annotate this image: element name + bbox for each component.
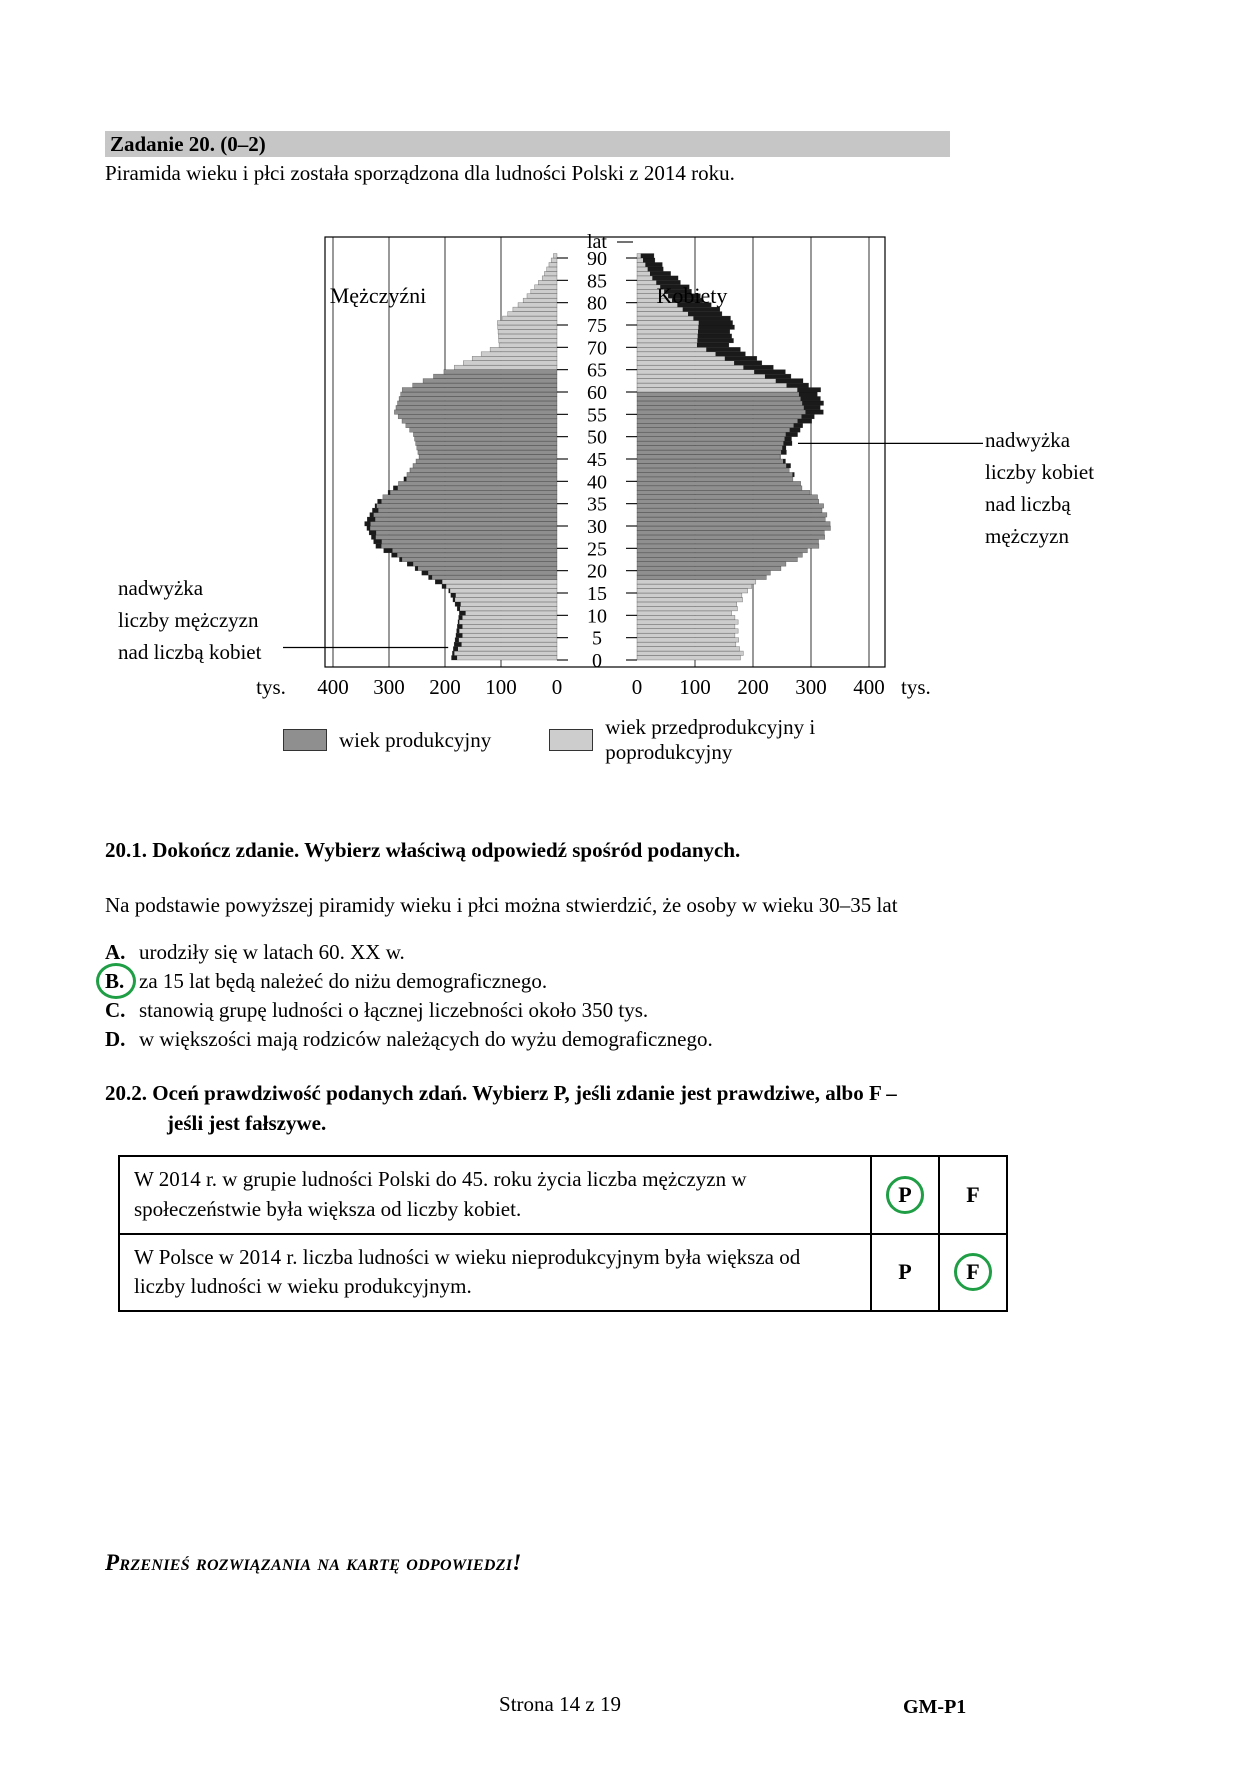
row2-p-cell[interactable] xyxy=(871,1234,939,1312)
true-false-table xyxy=(118,1155,1008,1312)
p-label: P xyxy=(898,1259,912,1285)
svg-text:30: 30 xyxy=(587,516,607,538)
option-b-letter: B. xyxy=(105,969,125,993)
legend-swatch-productive xyxy=(283,729,327,751)
value-axis-labels xyxy=(256,675,931,699)
legend-item-nonproductive xyxy=(549,715,840,765)
annotation-line: nad liczbą xyxy=(985,492,1071,516)
selected-answer-ring xyxy=(96,963,136,999)
svg-text:25: 25 xyxy=(587,538,607,561)
svg-text:50: 50 xyxy=(587,426,607,449)
q202-heading-line2: jeśli jest fałszywe. xyxy=(167,1111,327,1135)
q202-heading-line1: 20.2. Oceń prawdziwość podanych zdań. Wybierz P, jeśli zdanie jest prawdziwe, albo F – xyxy=(105,1081,897,1105)
task-title: Zadanie 20. (0–2) xyxy=(110,132,266,156)
svg-text:35: 35 xyxy=(587,493,607,516)
intro-text: Piramida wieku i płci została sporządzona dla ludności Polski z 2014 roku. xyxy=(105,161,735,185)
row2-f-cell[interactable] xyxy=(939,1234,1007,1312)
legend-label-productive: wiek produkcyjny xyxy=(339,727,492,752)
svg-text:90: 90 xyxy=(587,248,607,270)
annotation-line: nad liczbą kobiet xyxy=(118,640,262,664)
svg-text:15: 15 xyxy=(587,583,607,605)
svg-text:tys.: tys. xyxy=(901,675,931,699)
svg-text:0: 0 xyxy=(592,650,602,672)
option-b-text: za 15 lat będą należeć do niżu demograficznego. xyxy=(139,969,548,993)
annotation-line: nadwyżka xyxy=(118,576,204,600)
legend-swatch-nonproductive xyxy=(549,729,593,751)
svg-text:45: 45 xyxy=(587,449,607,471)
annotation-line: liczby kobiet xyxy=(985,460,1095,484)
svg-text:200: 200 xyxy=(429,675,461,699)
option-d-letter: D. xyxy=(105,1027,126,1051)
selected-p-ring xyxy=(886,1176,924,1214)
svg-text:100: 100 xyxy=(485,675,517,699)
p-label: P xyxy=(898,1181,912,1207)
chart-legend xyxy=(283,715,923,765)
population-pyramid xyxy=(95,228,1075,798)
q201-stem: Na podstawie powyższej piramidy wieku i płci można stwierdzić, że osoby w wieku 30–35 lat xyxy=(105,893,898,917)
svg-text:Kobiety: Kobiety xyxy=(656,283,728,308)
svg-text:400: 400 xyxy=(317,675,349,699)
option-a[interactable] xyxy=(105,938,1025,967)
q201-heading: 20.1. Dokończ zdanie. Wybierz właściwą odpowiedź spośród podanych. xyxy=(105,838,741,862)
annotation-line: nadwyżka xyxy=(985,428,1071,452)
male-bars xyxy=(365,254,557,660)
f-label: F xyxy=(966,1259,980,1285)
option-c-letter: C. xyxy=(105,998,126,1022)
svg-text:100: 100 xyxy=(679,675,711,699)
svg-text:85: 85 xyxy=(587,270,607,293)
svg-text:65: 65 xyxy=(587,359,607,382)
legend-label-nonproductive: wiek przedprodukcyjny i poprodukcyjny xyxy=(605,715,816,764)
svg-text:80: 80 xyxy=(587,292,607,315)
q201-options xyxy=(105,938,1025,1054)
table-row xyxy=(119,1156,1007,1234)
svg-text:60: 60 xyxy=(587,382,607,404)
female-bars xyxy=(637,254,830,660)
svg-text:55: 55 xyxy=(587,404,607,427)
option-c[interactable] xyxy=(105,996,1025,1025)
document-code: GM-P1 xyxy=(903,1696,967,1718)
table-row xyxy=(119,1234,1007,1312)
svg-text:300: 300 xyxy=(795,675,827,699)
task-header-bar xyxy=(105,131,950,157)
age-axis xyxy=(557,231,637,672)
legend-item-productive xyxy=(283,728,491,753)
option-d-text: w większości mają rodziców należących do wyżu demograficznego. xyxy=(139,1027,713,1051)
f-label: F xyxy=(966,1181,980,1207)
svg-text:lat: lat xyxy=(587,231,607,253)
svg-text:Mężczyźni: Mężczyźni xyxy=(329,283,427,308)
svg-text:tys.: tys. xyxy=(256,675,286,699)
svg-text:300: 300 xyxy=(373,675,405,699)
svg-text:0: 0 xyxy=(551,675,563,699)
svg-text:5: 5 xyxy=(592,627,602,650)
annotation-line: mężczyzn xyxy=(985,524,1069,548)
page-number: Strona 14 z 19 xyxy=(499,1692,621,1716)
svg-text:200: 200 xyxy=(737,675,769,699)
svg-text:70: 70 xyxy=(587,337,607,360)
option-a-text: urodziły się w latach 60. XX w. xyxy=(139,940,405,964)
pyramid-figure xyxy=(0,228,1260,803)
q202-heading xyxy=(105,1078,1010,1138)
annotation-female-surplus xyxy=(985,424,1094,552)
svg-text:20: 20 xyxy=(587,560,607,583)
statement-cell: W Polsce w 2014 r. liczba ludności w wieku nieprodukcyjnym była większa od liczby ludności w wieku produkcyjnym. xyxy=(119,1234,871,1312)
statement-cell: W 2014 r. w grupie ludności Polski do 45. roku życia liczba mężczyzn w społeczeństwie była większa od liczby kobiet. xyxy=(119,1156,871,1234)
row1-p-cell[interactable] xyxy=(871,1156,939,1234)
svg-text:400: 400 xyxy=(853,675,885,699)
svg-text:40: 40 xyxy=(587,471,607,494)
annotation-male-surplus xyxy=(118,572,261,668)
option-b[interactable] xyxy=(105,967,1025,996)
annotation-line: liczby mężczyzn xyxy=(118,608,259,632)
selected-f-ring xyxy=(954,1253,992,1291)
transfer-note: Przenieś rozwiązania na kartę odpowiedzi! xyxy=(105,1550,522,1575)
row1-f-cell[interactable] xyxy=(939,1156,1007,1234)
option-c-text: stanowią grupę ludności o łącznej liczebności około 350 tys. xyxy=(139,998,649,1022)
svg-text:10: 10 xyxy=(587,605,607,628)
svg-text:75: 75 xyxy=(587,315,607,337)
option-a-letter: A. xyxy=(105,940,126,964)
svg-text:0: 0 xyxy=(631,675,643,699)
option-d[interactable] xyxy=(105,1025,1025,1054)
